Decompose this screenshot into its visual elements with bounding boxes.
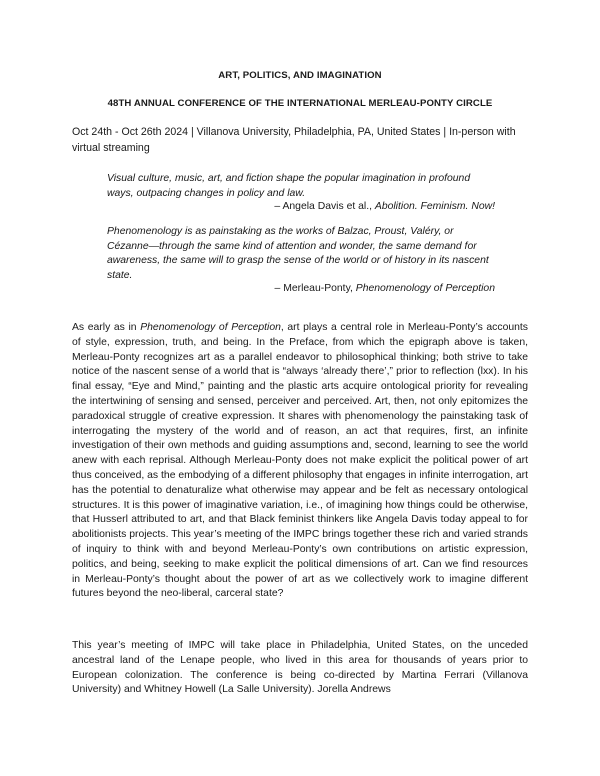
body-paragraph-1: [72, 321, 528, 602]
document-subtitle: 48TH ANNUAL CONFERENCE OF THE INTERNATIONAL MERLEAU-PONTY CIRCLE: [107, 98, 493, 109]
paragraph-1-body: , art plays a central role in Merleau-Ponty’s accounts of style, expression, truth, and being. In the Preface, from which the epigraph above is taken, Merleau-Ponty recognizes art as a parallel endeavor to philosophical thinking; both strive to take notice of the nascent sense of a world that is “always ‘already there’,” prior to reflection (lxx). In his final essay, “Eye and Mind,” painting and the plastic arts acquire ontological priority for revealing the intertwining of sensing and sensed, perceiver and perceived. Art, then, not only epitomizes the paradoxical struggle of creative expression. It shares with phenomenology the painstaking task of interrogating the mystery of the world and of reason, an act that requires, first, an infinite investigation of their own methods and guiding assumptions and, second, learning to see the world anew with each reprisal. Although Merleau-Ponty does not make explicit the political power of art thus conceived, as the embodying of a different philosophy that engages in infinite interrogation, art has the potential to denaturalize what otherwise may appear and be felt as necessary ontological structures. It is this power of imaginative variation, i.e., of imagining how things could be otherwise, that Husserl attributed to art, and that Black feminist thinkers like Angela Davis today appeal to for abolitionists projects. This year’s meeting of the IMPC brings together these rich and varied strands of inquiry to think with and beyond Merleau-Ponty’s own contributions on artistic expression, politics, and being, seeking to make explicit the political dimensions of art. Can we find resources in Merleau-Ponty’s thought about the power of art as we collectively work to imagine different futures beyond the neo-liberal, carceral state?: [72, 322, 528, 600]
conference-dates-location: Oct 24th - Oct 26th 2024 | Villanova University, Philadelphia, PA, United States | In-person with virtual streaming: [72, 126, 516, 154]
epigraph-work-2: Phenomenology of Perception: [355, 283, 495, 294]
epigraph-author-2: – Merleau-Ponty,: [274, 283, 356, 294]
epigraph-quote-1: Visual culture, music, art, and fiction shape the popular imagination in profound ways, outpacing changes in policy and law.: [107, 173, 471, 199]
epigraph-attribution-2: [275, 282, 495, 297]
document-title: ART, POLITICS, AND IMAGINATION: [218, 70, 382, 81]
epigraph-author-1: – Angela Davis et al.,: [274, 201, 375, 212]
epigraph-work-1: Abolition. Feminism. Now!: [374, 201, 495, 212]
epigraph-quote-2: Phenomenology is as painstaking as the works of Balzac, Proust, Valéry, or Cézanne—through the same kind of attention and wonder, the same demand for awareness, the same will to grasp the sense of the world or of history in its nascent state.: [107, 226, 489, 281]
paragraph-1-book-title: Phenomenology of Perception: [140, 322, 281, 333]
body-paragraph-2: This year’s meeting of IMPC will take place in Philadelphia, United States, on the unceded ancestral land of the Lenape people, who lived in this area for thousands of years prior to European colonization. The conference is being co-directed by Martina Ferrari (Villanova University) and Whitney Howell (La Salle University). Jorella Andrews: [72, 640, 528, 696]
epigraph-attribution-1: [274, 200, 495, 215]
paragraph-1-lead: As early as in: [72, 322, 141, 333]
